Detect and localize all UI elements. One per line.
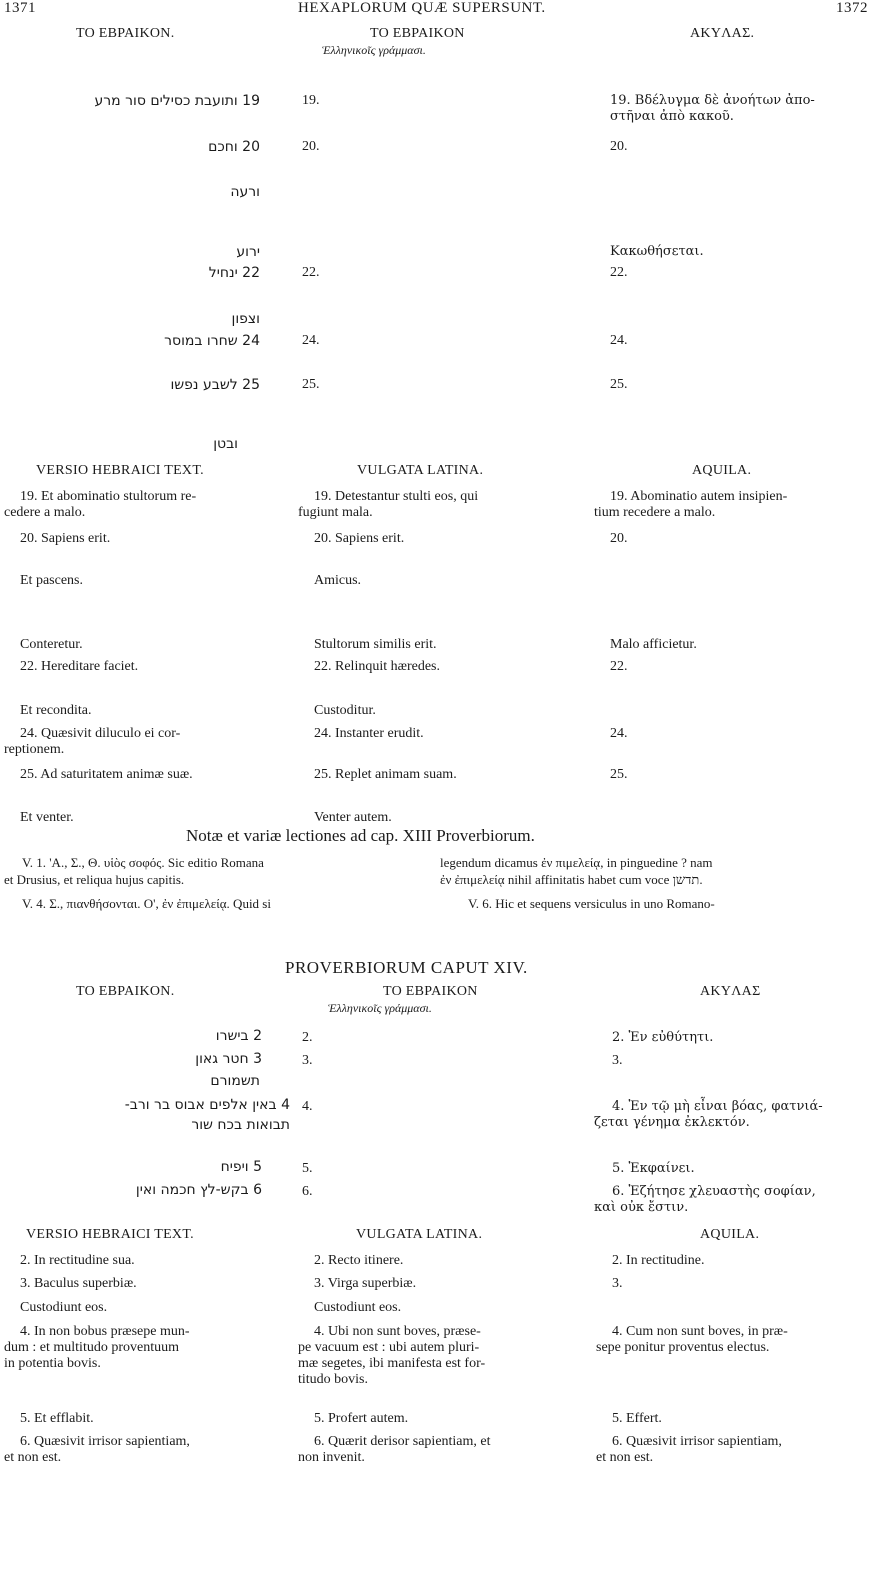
versio-line: Et pascens. (20, 573, 83, 588)
verse-number: 25. (302, 377, 320, 392)
hebrew-line: 19 ותועבת כסילים סור מרע (94, 93, 260, 109)
versio-line: 5. Et efflabit. (20, 1411, 94, 1426)
vulgata-line: Stultorum similis erit. (314, 637, 437, 652)
page-number-left: 1371 (4, 0, 36, 16)
versio-line: cedere a malo. (4, 505, 86, 520)
hebrew-line: 4 באין אלפים אבוס בר ורב- (124, 1097, 290, 1113)
col-heading-versio: VERSIO HEBRAICI TEXT. (36, 463, 204, 478)
note-line: V. 6. Hic et sequens versiculus in uno Romano- (468, 896, 715, 911)
versio-line: Et recondita. (20, 703, 92, 718)
note-line: legendum dicamus ἐν πιμελείᾳ, in pinguedine ? nam (440, 855, 713, 870)
versio-line: reptionem. (4, 742, 65, 757)
vulgata-line: Venter autem. (314, 810, 392, 825)
notes-title: Notæ et variæ lectiones ad cap. XIII Proverbiorum. (186, 826, 535, 845)
aquila-latin-line: 6. Quæsivit irrisor sapientiam, (612, 1434, 782, 1449)
versio-line: et non est. (4, 1450, 62, 1465)
col-heading-hebraicum: TO EBPAIKON. (76, 984, 175, 999)
page-number-right: 1372 (836, 0, 868, 16)
hebrew-line: ובטן (213, 436, 238, 452)
col-heading-graecis: TO EBPAIKON (370, 26, 465, 41)
hebrew-line: 6 בקש-לץ חכמה ואין (135, 1182, 262, 1198)
versio-line: 22. Hereditare faciet. (20, 659, 139, 674)
note-line: ἐν ἐπιμελείᾳ nihil affinitatis habet cum voce תדשן. (440, 872, 703, 887)
hebrew-line: ירוע (236, 244, 260, 260)
aquila-greek-line: στῆναι ἀπὸ κακοῦ. (610, 109, 734, 124)
aquila-greek-line: 2. Ἐν εὐθύτητι. (612, 1030, 714, 1045)
versio-line: in potentia bovis. (4, 1356, 101, 1371)
vulgata-line: 5. Profert autem. (314, 1411, 409, 1426)
vulgata-line: 24. Instanter erudit. (314, 726, 424, 741)
hebrew-line: 20 וחכם (208, 139, 260, 155)
aquila-latin-line: 19. Abominatio autem insipien- (610, 489, 788, 504)
aquila-greek-line: καὶ οὐκ ἔστιν. (594, 1200, 689, 1215)
note-line: V. 4. Σ., πιανθήσονται. Ο', ἐν ἐπιμελείᾳ. Quid si (22, 896, 271, 911)
hebrew-line: 25 לשבע נפשו (170, 377, 260, 393)
aquila-latin-line: 20. (610, 531, 628, 546)
aquila-latin-line: Malo afficietur. (610, 637, 697, 652)
vulgata-line: 20. Sapiens erit. (314, 531, 405, 546)
verse-number: 5. (302, 1161, 313, 1176)
aquila-greek-line: ζεται γένημα ἐκλεκτόν. (594, 1115, 750, 1130)
verse-number: 6. (302, 1184, 313, 1199)
col-heading-versio: VERSIO HEBRAICI TEXT. (26, 1227, 194, 1242)
vulgata-line: 2. Recto itinere. (314, 1253, 404, 1268)
hebrew-line: תשמורם (210, 1073, 260, 1089)
hebrew-line: 24 שחרו במוסר (164, 333, 260, 349)
aquila-greek-line: 5. Ἐκφαίνει. (612, 1161, 695, 1176)
col-heading-aquila-latin: AQUILA. (692, 463, 752, 478)
hebrew-line: ורעה (230, 184, 260, 200)
versio-line: 6. Quæsivit irrisor sapientiam, (20, 1434, 190, 1449)
aquila-latin-line: sepe ponitur proventus electus. (596, 1340, 770, 1355)
aquila-latin-line: 22. (610, 659, 628, 674)
aquila-greek-line: 19. Βδέλυγμα δὲ ἀνοήτων ἀπο- (610, 93, 815, 108)
aquila-latin-line: 2. In rectitudine. (612, 1253, 705, 1268)
aquila-greek-line: 24. (610, 333, 628, 348)
versio-line: 25. Ad saturitatem animæ suæ. (20, 767, 193, 782)
aquila-greek-line: 3. (612, 1053, 623, 1068)
versio-line: 19. Et abominatio stultorum re- (20, 489, 197, 504)
vulgata-line: 19. Detestantur stulti eos, qui (314, 489, 479, 504)
versio-line: 24. Quæsivit diluculo ei cor- (20, 726, 181, 741)
verse-number: 3. (302, 1053, 313, 1068)
col-subheading-graecis: Ἑλληνικοῖς γράμμασι. (328, 1001, 432, 1015)
hebrew-line: וצפון (231, 311, 260, 327)
aquila-latin-line: 5. Effert. (612, 1411, 662, 1426)
verse-number: 22. (302, 265, 320, 280)
aquila-greek-line: 22. (610, 265, 628, 280)
running-title: HEXAPLORUM QUÆ SUPERSUNT. (298, 0, 546, 16)
aquila-latin-line: tium recedere a malo. (594, 505, 716, 520)
verse-number: 20. (302, 139, 320, 154)
col-subheading-graecis: Ἑλληνικοῖς γράμμασι. (322, 43, 426, 57)
versio-line: 20. Sapiens erit. (20, 531, 111, 546)
versio-line: 2. In rectitudine sua. (20, 1253, 135, 1268)
col-heading-aquila: AKYΛAΣ. (690, 26, 755, 41)
hebrew-line: תבואות בכח שור (191, 1117, 290, 1133)
aquila-greek-line: 25. (610, 377, 628, 392)
col-heading-vulgata: VULGATA LATINA. (357, 463, 484, 478)
versio-line: dum : et multitudo proventuum (4, 1340, 179, 1355)
aquila-greek-line: 6. Ἐζήτησε χλευαστὴς σοφίαν, (612, 1184, 816, 1199)
verse-number: 2. (302, 1030, 313, 1045)
verse-number: 24. (302, 333, 320, 348)
vulgata-line: titudo bovis. (298, 1372, 369, 1387)
hebrew-line: 3 חטר גאון (195, 1051, 262, 1067)
vulgata-line: 3. Virga superbiæ. (314, 1276, 417, 1291)
col-heading-hebraicum: TO EBPAIKON. (76, 26, 175, 41)
aquila-latin-line: 3. (612, 1276, 623, 1291)
aquila-latin-line: 24. (610, 726, 628, 741)
note-line: V. 1. 'A., Σ., Θ. υἱὸς σοφός. Sic editio Romana (22, 855, 264, 870)
hebrew-line: 22 ינחיל (208, 265, 260, 281)
aquila-latin-line: et non est. (596, 1450, 654, 1465)
aquila-greek-line: 4. Ἐν τῷ μὴ εἶναι βόας, φατνιά- (612, 1099, 823, 1114)
aquila-latin-line: 25. (610, 767, 628, 782)
versio-line: Custodiunt eos. (20, 1300, 108, 1315)
aquila-greek-line: Κακωθήσεται. (610, 244, 704, 259)
vulgata-line: Amicus. (314, 573, 362, 588)
col-heading-vulgata: VULGATA LATINA. (356, 1227, 483, 1242)
aquila-latin-line: 4. Cum non sunt boves, in præ- (612, 1324, 788, 1339)
vulgata-line: 22. Relinquit hæredes. (314, 659, 440, 674)
versio-line: 3. Baculus superbiæ. (20, 1276, 137, 1291)
vulgata-line: 25. Replet animam suam. (314, 767, 457, 782)
col-heading-aquila-latin: AQUILA. (700, 1227, 760, 1242)
vulgata-line: Custoditur. (314, 703, 376, 718)
verse-number: 19. (302, 93, 320, 108)
versio-line: Et venter. (20, 810, 74, 825)
versio-line: Conteretur. (20, 637, 83, 652)
vulgata-line: pe vacuum est : ubi autem pluri- (298, 1340, 480, 1355)
col-heading-graecis: TO EBPAIKON (383, 984, 478, 999)
vulgata-line: 6. Quærit derisor sapientiam, et (314, 1434, 491, 1449)
vulgata-line: non invenit. (298, 1450, 365, 1465)
hebrew-line: 5 ויפיח (220, 1159, 262, 1175)
hebrew-line: 2 בישרו (215, 1028, 262, 1044)
vulgata-line: Custodiunt eos. (314, 1300, 402, 1315)
aquila-greek-line: 20. (610, 139, 628, 154)
versio-line: 4. In non bobus præsepe mun- (20, 1324, 190, 1339)
vulgata-line: fugiunt mala. (298, 505, 373, 520)
col-heading-aquila: AKYΛAΣ (700, 984, 761, 999)
note-line: et Drusius, et reliqua hujus capitis. (4, 872, 185, 887)
verse-number: 4. (302, 1099, 313, 1114)
vulgata-line: 4. Ubi non sunt boves, præse- (314, 1324, 481, 1339)
vulgata-line: mæ segetes, ibi manifesta est for- (298, 1356, 486, 1371)
chapter-title: PROVERBIORUM CAPUT XIV. (285, 958, 528, 977)
